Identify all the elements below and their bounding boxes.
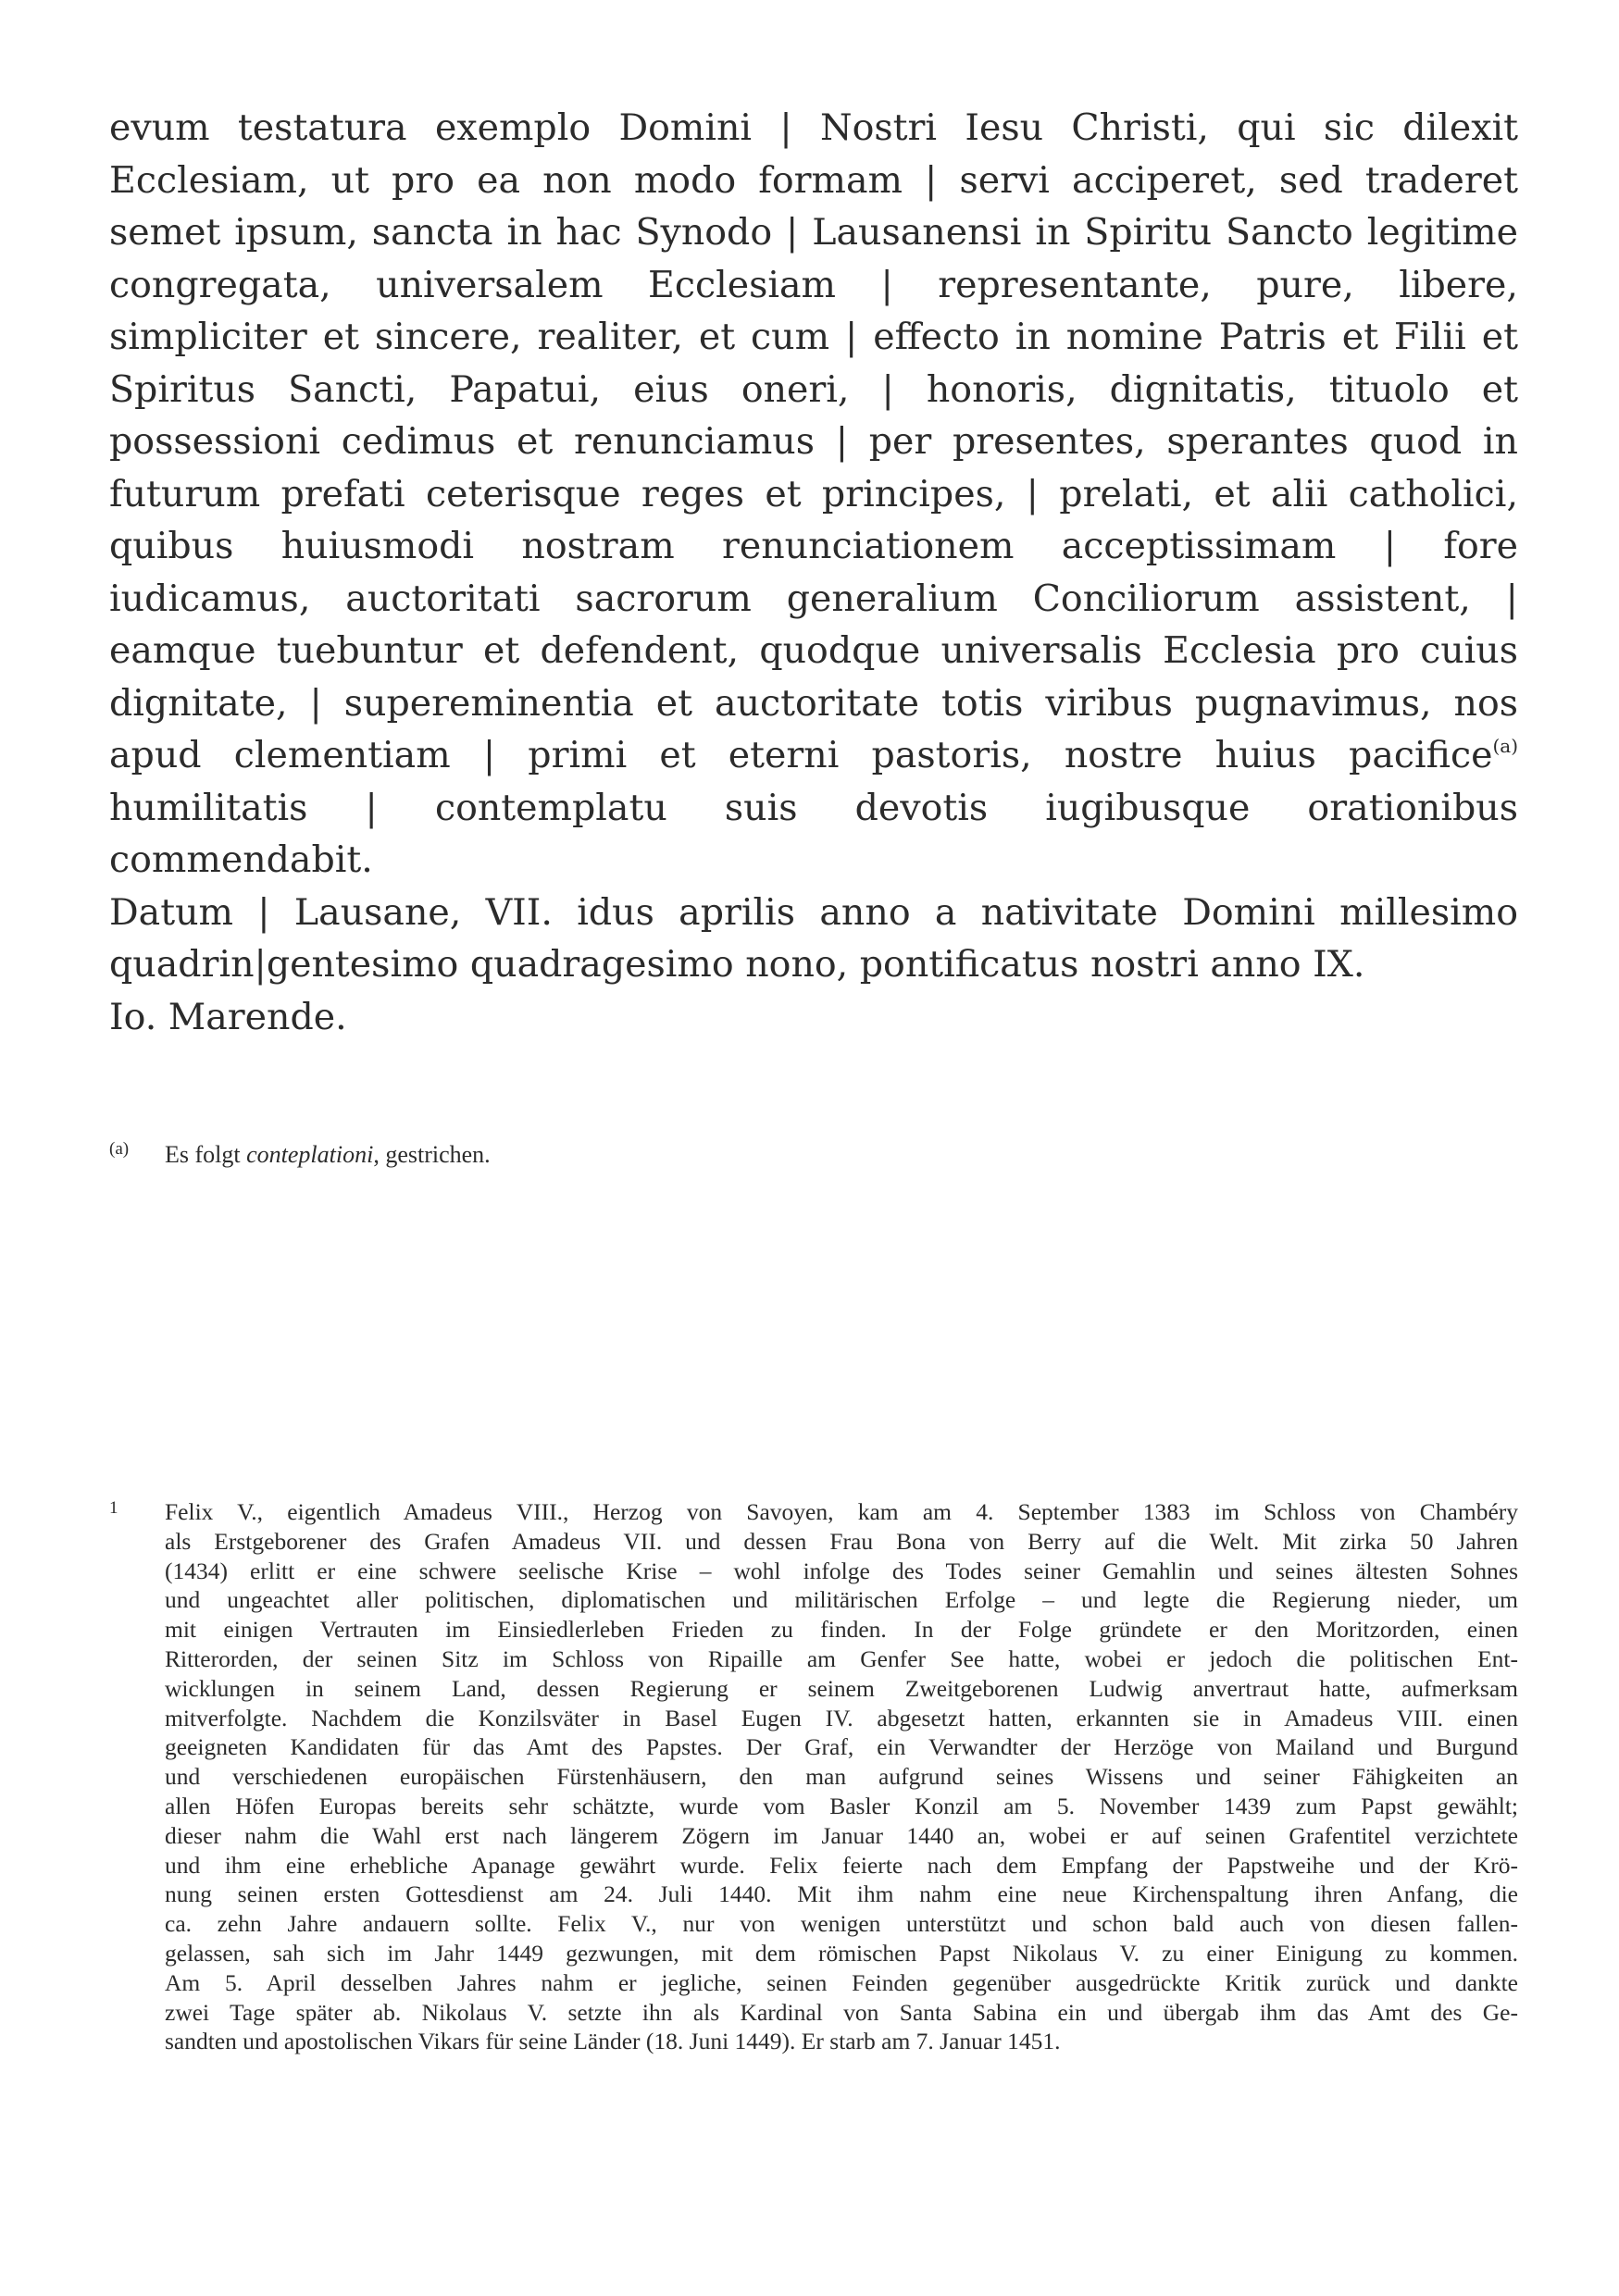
- text-line: congregata, universalem Ecclesiam | representante, pure, libere,: [109, 263, 1518, 306]
- footnote-marker: 1: [109, 1498, 118, 1518]
- footnote-line: als Erstgeborener des Grafen Amadeus VII. und dessen Frau Bona von Berry auf die Welt. Mit zirka 50 Jahren: [165, 1527, 1518, 1555]
- text-line: Io. Marende.: [109, 995, 347, 1038]
- text-line: Datum | Lausane, VII. idus aprilis anno a nativitate Domini millesimo: [109, 890, 1518, 934]
- footnote-line: wicklungen in seinem Land, dessen Regierung er seinem Zweitgeborenen Ludwig anvertraut hatte, aufmerksam: [165, 1674, 1518, 1702]
- footnote-line: sandten und apostolischen Vikars für seine Länder (18. Juni 1449). Er starb am 7. Januar 1451.: [165, 2028, 1061, 2055]
- text-line-content: apud clementiam | primi et eterni pastoris, nostre huius pacifice: [109, 734, 1493, 776]
- main-latin-text: [109, 102, 1518, 1043]
- footnote-line: Am 5. April desselben Jahres nahm er jegliche, seinen Feinden gegenüber ausgedrückte Kritik zurück und dankte: [165, 1968, 1518, 1996]
- text-line: Spiritus Sancti, Papatui, eius oneri, | honoris, dignitatis, tituolo et: [109, 367, 1518, 411]
- footnote-line: allen Höfen Europas bereits sehr schätzte, wurde vom Basler Konzil am 5. November 1439 zum Papst gewählt;: [165, 1792, 1518, 1819]
- text-line: simpliciter et sincere, realiter, et cum | effecto in nomine Patris et Filii et: [109, 316, 1518, 358]
- footnote-line: Ritterorden, der seinen Sitz im Schloss von Ripaille am Genfer See hatte, wobei er jedoch die politischen Ent-: [165, 1644, 1518, 1672]
- footnote-line: ca. zehn Jahre andauern sollte. Felix V., nur von wenigen unterstützt und schon bald auch von diesen fallen-: [165, 1910, 1518, 1938]
- text-line: semet ipsum, sancta in hac Synodo | Lausanensi in Spiritu Sancto legitime: [109, 211, 1518, 254]
- footnote-line: dieser nahm die Wahl erst nach längerem Zögern im Januar 1440 an, wobei er auf seinen Grafentitel verzichtete: [165, 1821, 1518, 1849]
- text-line: dignitate, | supereminentia et auctoritate totis viribus pugnavimus, nos: [109, 681, 1518, 725]
- footnote-line: und ungeachtet aller politischen, diplomatischen und militärischen Erfolge – und legte die Regierung nieder, um: [165, 1586, 1518, 1614]
- text-line: quibus huiusmodi nostram renunciationem acceptissimam | fore: [109, 525, 1518, 567]
- apparatus-prefix: Es folgt: [165, 1141, 247, 1168]
- footnote-line: mit einigen Vertrauten im Einsiedlerleben Frieden zu finden. In der Folge gründete er den Moritzorden, einen: [165, 1616, 1518, 1644]
- footnote-line: (1434) erlitt er eine schwere seelische Krise – wohl infolge des Todes seiner Gemahlin und seines ältesten Sohnes: [165, 1557, 1518, 1584]
- footnote-line: Felix V., eigentlich Amadeus VIII., Herzog von Savoyen, kam am 4. September 1383 im Schloss von Chambéry: [165, 1498, 1518, 1525]
- text-line: humilitatis | contemplatu suis devotis iugibusque orationibus: [109, 786, 1518, 829]
- footnote-line: geeigneten Kandidaten für das Amt des Papstes. Der Graf, ein Verwandter der Herzöge von Mailand und Burgund: [165, 1733, 1518, 1761]
- note-reference: (a): [1492, 735, 1518, 757]
- footnote-body: [165, 1497, 1518, 2056]
- text-line: evum testatura exemplo Domini | Nostri Iesu Christi, qui sic dilexit: [109, 106, 1518, 149]
- footnote-line: nung seinen ersten Gottesdienst am 24. Juli 1440. Mit ihm nahm eine neue Kirchenspaltung ihren Anfang, die: [165, 1880, 1518, 1908]
- apparatus-marker: (a): [109, 1139, 130, 1159]
- text-line: eamque tuebuntur et defendent, quodque universalis Ecclesia pro cuius: [109, 629, 1518, 672]
- apparatus-suffix: , gestrichen.: [373, 1141, 491, 1168]
- apparatus-text: [165, 1139, 491, 1171]
- footnote-line: zwei Tage später ab. Nikolaus V. setzte ihn als Kardinal von Santa Sabina ein und übergab ihm das Amt des Ge-: [165, 1998, 1518, 2026]
- text-line: iudicamus, auctoritati sacrorum generalium Conciliorum assistent, |: [109, 577, 1518, 620]
- footnote-line: mitverfolgte. Nachdem die Konzilsväter in Basel Eugen IV. abgesetzt hatten, erkannten sie in Amadeus VIII. einen: [165, 1704, 1518, 1731]
- text-line: futurum prefati ceterisque reges et principes, | prelati, et alii catholici,: [109, 472, 1518, 515]
- text-line: possessioni cedimus et renunciamus | per presentes, sperantes quod in: [109, 420, 1518, 463]
- footnote-line: gelassen, sah sich im Jahr 1449 gezwungen, mit dem römischen Papst Nikolaus V. zu einer Einigung zu kommen.: [165, 1939, 1518, 1967]
- apparatus-italic-word: conteplationi: [246, 1141, 374, 1168]
- footnote-line: und ihm eine erhebliche Apanage gewährt wurde. Felix feierte nach dem Empfang der Papstweihe und der Krö-: [165, 1851, 1518, 1879]
- text-line: Ecclesiam, ut pro ea non modo formam | servi acciperet, sed traderet: [109, 158, 1518, 202]
- text-line: commendabit.: [109, 838, 373, 881]
- footnote-line: und verschiedenen europäischen Fürstenhäusern, den man aufgrund seines Wissens und seiner Fähigkeiten an: [165, 1763, 1518, 1791]
- text-line: quadrin|gentesimo quadragesimo nono, pontificatus nostri anno IX.: [109, 943, 1365, 986]
- text-line-with-note-ref: [109, 729, 1518, 782]
